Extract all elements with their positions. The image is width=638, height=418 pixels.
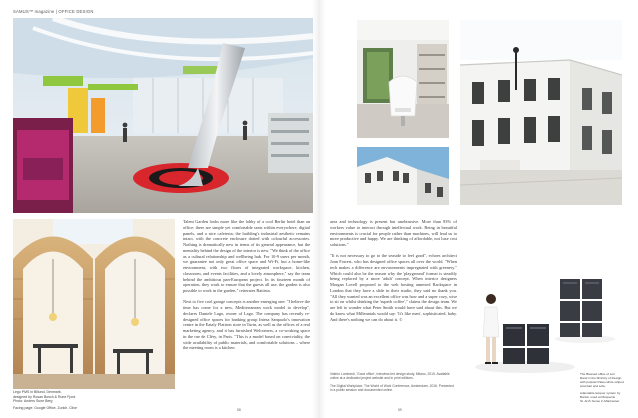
- white-building-illustration: [460, 20, 622, 205]
- caption-line: Adjustable lacquer system by: [580, 391, 621, 396]
- interior-chair-illustration: [357, 20, 449, 138]
- body-paragraph: area and technology is present but unobtrusive. More than 83% of workers value to interact through intellectual work. Being in beautiful environments is crucial for people rather than machines, will lead us to more productive and happy. We are thinking of affordable, not luxe cost solutions.": [330, 219, 457, 247]
- footnotes: [330, 372, 457, 395]
- body-column-2: [330, 219, 457, 349]
- caption-line: St. Arch house in Marinamar.: [580, 399, 620, 404]
- caption-line: Rand in the Ministry of Design,: [580, 376, 623, 380]
- page-number-left: 58: [237, 408, 241, 412]
- page-gutter: [312, 0, 326, 418]
- caption-line: Facing page: Google Office, Zurich. Clive: [13, 406, 77, 410]
- office-slide-illustration: [13, 18, 313, 213]
- organic-arches-illustration: [13, 219, 175, 389]
- body-paragraph: "It is not necessary to go to the seaside to feel good", echoes architect Joan Forrest, who has designed office spaces all over the world. "When tech makes a difference are environments impregnated with greenery." Which could also be the reason why the 'playground' format is steadily being replaced by a more 'adult' concept. When interior designers Morgan Lovell proposed to the web hosting annexed Rackspace in London that they have a slide in their studio, they said no thank you. "All they wanted was an excellent office was how and a super cozy, wise to sit on whilst drinking the 'superb coffee'," claims the design team. We are left to wonder what Peter Smith would have said about this. But we do know what Millennials would say: 'It's like men', sophisticated, baby. And there's nothing we can do about it. ©: [330, 253, 457, 322]
- office-slide-photo: [13, 18, 313, 213]
- caption-line: Bartoli, used at Mcquarrie: [580, 395, 616, 400]
- right-side-caption: [580, 372, 634, 406]
- body-column-1: [183, 219, 310, 399]
- left-caption: [13, 390, 133, 407]
- caption-line: armchair and sofa.: [580, 384, 606, 388]
- interior-chair-photo: [357, 20, 449, 138]
- footnote: Valerio Lombardi, 'Good office', interview-led design study, Milano, 2015. Available online at a dedicated project website and in print editions.: [330, 372, 450, 381]
- organic-arches-photo: [13, 219, 175, 389]
- building-corner-photo: [357, 147, 449, 205]
- caption-line: Lego PMS in Billund, Denmark,: [13, 390, 62, 394]
- body-paragraph: Next to five cool garage concepts is another emerging one: "I believe the time has come for a new, Mediterranean work model to develop", declares Daniele Lago, owner of Lago. The company has recently re-designed office spaces for banking group Intesa Sanpaolo's innovation centre in the Eataly Flatiron store in Turin, as well as the offices of a real marketing agency, and it has furnished Welcomers, a co-working space in the rue de Cléry, in Paris. "This is a model based on conviviality, the wide availability of public materials, and comfortable solutions – where the meeting room is a kitchen: [183, 299, 310, 351]
- page-number-right: 59: [398, 408, 402, 412]
- caption-line: Photo: Anders Sune Berg: [13, 399, 53, 404]
- body-paragraph: Talent Garden looks more like the lobby of a cool Berlin hotel than an office: there are simple yet comfortable seats within everywhere, digital panels, and a nice cafeteria; the building's industrial aesthetic remains intact, with the concrete enclosure dotted with colourful accessories. Nothing is dramatically new in terms of its general appearance, but the mentality behind the design of the interior is new. "We think of the office as a cultural relationship and wellbeing hub. For 10-9 users per month, we guarantee not only great office space and Wi-Fi, but a home-like environment, with two floors of integrated workspace, kitchen, classroom, and events facilities, and a lovely atmosphere," say the team behind the ambitious pan-European project. In its fourteen month of operation, they work to ensure that the guests all use, the garden is also possible to work in the garden," reiterates Battista.: [183, 219, 310, 293]
- building-corner-illustration: [357, 147, 449, 205]
- left-caption-2: [13, 406, 153, 411]
- footnote: The Digital Workplace, The World of Work Conference, Amsterdam, 2016. Presented in a public session and documented online.: [330, 383, 454, 392]
- caption-line: designed by Rosan Bosch & Rune Fjord.: [13, 394, 77, 399]
- running-header: SAMUS™ magazine | OFFICE DESIGN: [13, 9, 94, 14]
- caption-line: with popular Palau white striped: [580, 380, 624, 384]
- woman-cabinets-illustration: [465, 219, 622, 389]
- caption-line: The Blessed office of Lori: [580, 372, 615, 376]
- woman-cabinets-photo: [465, 219, 622, 389]
- white-building-photo: [460, 20, 622, 205]
